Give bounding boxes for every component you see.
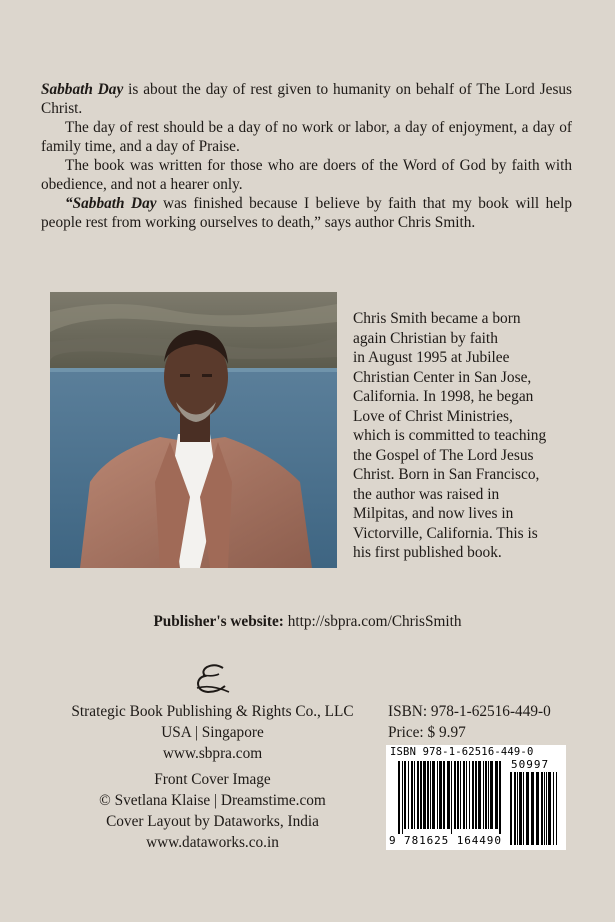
barcode-bar	[447, 761, 450, 829]
barcode-bar	[463, 761, 465, 829]
barcode-bar	[398, 761, 400, 834]
barcode-bar	[411, 761, 413, 829]
barcode-bar	[414, 761, 415, 829]
barcode-bar	[423, 761, 426, 829]
author-photo	[50, 292, 337, 568]
barcode-bar	[485, 761, 487, 829]
barcode-bar	[469, 761, 470, 829]
barcode-bar	[546, 772, 547, 845]
barcode-bar	[490, 761, 493, 829]
barcode-bar	[408, 761, 409, 829]
barcode-bar	[544, 772, 545, 845]
barcode-bar	[460, 761, 461, 829]
bio-line: Love of Christ Ministries,	[353, 407, 513, 425]
barcode-bar	[495, 761, 498, 829]
publisher-name: Strategic Book Publishing & Rights Co., LLC	[71, 703, 354, 720]
bio-line: Milpitas, and now lives in	[353, 505, 514, 522]
website-url[interactable]: http://sbpra.com/ChrisSmith	[283, 613, 462, 630]
barcode-bar	[531, 772, 534, 845]
book-description	[41, 80, 572, 232]
barcode-bar	[536, 772, 539, 845]
credit-line: Cover Layout by Dataworks, India	[106, 813, 319, 830]
barcode-bar	[432, 761, 435, 829]
barcode-bar	[437, 761, 438, 829]
barcode-bar	[439, 761, 442, 829]
description-p4: was finished because I believe by faith that my book will help people rest from working ourselves to death,” says author Chris Smith.	[41, 195, 572, 231]
publisher-website	[0, 613, 615, 631]
description-p2: The day of rest should be a day of no work or labor, a day of enjoyment, a day of family time, and a day of Praise.	[41, 119, 572, 155]
barcode-bar	[402, 761, 403, 834]
barcode-bar	[488, 761, 489, 829]
barcode-main-digits: 9 781625 164490	[389, 834, 502, 847]
barcode-bar	[475, 761, 477, 829]
barcode-bar	[548, 772, 551, 845]
barcode-bar	[526, 772, 529, 845]
barcode-bar	[499, 761, 501, 834]
barcode-bar	[451, 761, 452, 834]
barcode-bar	[417, 761, 419, 829]
isbn-barcode	[386, 745, 566, 850]
isbn-info	[388, 701, 551, 743]
description-p1: is about the day of rest given to humanity on behalf of The Lord Jesus Christ.	[41, 81, 572, 117]
bio-line: Chris Smith became a born	[353, 310, 521, 327]
barcode-addon-digits: 50997	[511, 758, 550, 771]
price: Price: $ 9.97	[388, 724, 466, 741]
bio-line: California. In 1998, he began	[353, 388, 534, 405]
isbn-number: ISBN: 978-1-62516-449-0	[388, 703, 551, 720]
website-label: Publisher's website:	[153, 613, 284, 630]
barcode-bar	[483, 761, 484, 829]
book-title-emphasis: Sabbath Day	[41, 81, 124, 98]
barcode-bar	[478, 761, 481, 829]
barcode-bar	[430, 761, 431, 829]
barcode-isbn-text: ISBN 978-1-62516-449-0	[390, 746, 534, 758]
bio-line: Victorville, California. This is	[353, 524, 538, 542]
barcode-bar	[457, 761, 459, 829]
publisher-info	[50, 701, 375, 764]
barcode-bar	[519, 772, 522, 845]
publisher-site[interactable]: www.sbpra.com	[162, 745, 263, 762]
book-title-quote: “Sabbath Day	[65, 195, 157, 212]
bio-line: in August 1995 at Jubilee	[353, 349, 510, 366]
barcode-bar	[443, 761, 445, 829]
barcode-bar	[420, 761, 422, 829]
bio-line: Christ. Born in San Francisco,	[353, 466, 540, 483]
barcode-bar	[427, 761, 429, 829]
barcode-bar	[514, 772, 516, 845]
publisher-logo-icon	[193, 662, 233, 696]
bio-line: Christian Center in San Jose,	[353, 368, 532, 386]
publisher-location: USA | Singapore	[161, 724, 264, 741]
barcode-bar	[510, 772, 512, 845]
bio-line: the Gospel of The Lord Jesus	[353, 446, 534, 464]
credit-line[interactable]: www.dataworks.co.in	[146, 834, 279, 851]
barcode-bar	[466, 761, 467, 829]
barcode-bar	[523, 772, 524, 845]
barcode-bar	[517, 772, 518, 845]
cover-credits	[50, 769, 375, 853]
barcode-bar	[553, 772, 554, 845]
barcode-bar	[472, 761, 474, 829]
description-p3: The book was written for those who are doers of the Word of God by faith with obedience, and not a hearer only.	[41, 157, 572, 193]
bio-line: his first published book.	[353, 544, 502, 561]
author-bio	[353, 309, 578, 563]
barcode-bar	[541, 772, 543, 845]
bio-line: again Christian by faith	[353, 329, 498, 347]
credit-line: © Svetlana Klaise | Dreamstime.com	[99, 792, 326, 809]
barcode-bar	[556, 772, 557, 845]
credit-line: Front Cover Image	[154, 771, 271, 788]
bio-line: the author was raised in	[353, 485, 500, 503]
barcode-bar	[404, 761, 406, 829]
bio-line: which is committed to teaching	[353, 427, 547, 444]
barcode-bar	[454, 761, 456, 829]
